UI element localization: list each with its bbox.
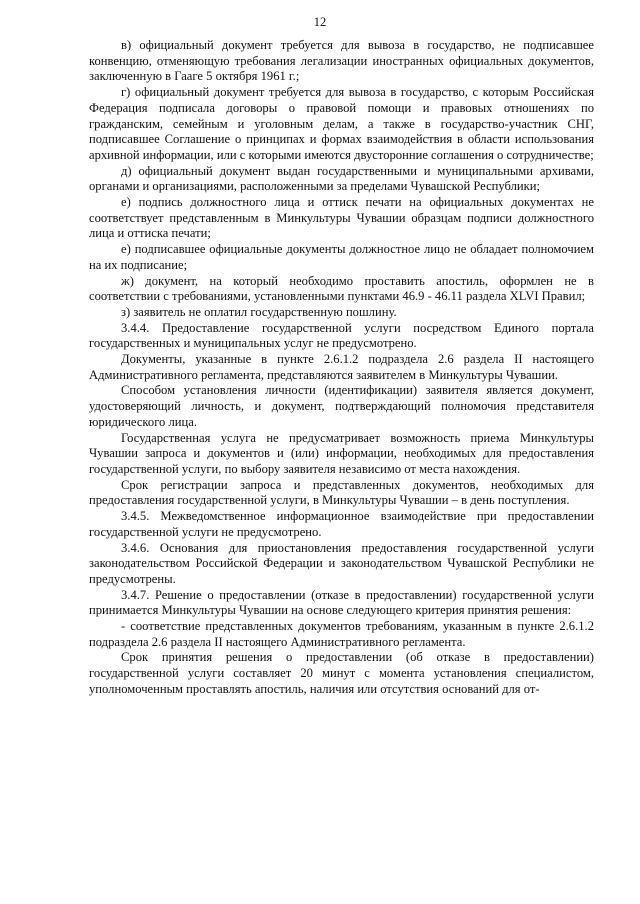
paragraph-3-4-4-portal: 3.4.4. Предоставление государственной услуги посредством Единого портала государственных и муниципальных услуг не предусмотрено. — [89, 320, 594, 351]
paragraph-decision-criterion: - соответствие представленных документов требованиям, указанным в пункте 2.6.1.2 подраздела 2.6 раздела II настоящего Административного регламента. — [89, 619, 594, 649]
paragraph-z-fee-unpaid: з) заявитель не оплатил государственную пошлину. — [121, 304, 397, 319]
paragraph-3-4-5-interagency: 3.4.5. Межведомственное информационное взаимодействие при предоставлении государственной услуги не предусмотрено. — [89, 509, 594, 539]
paragraph-decision-term: Срок принятия решения о предоставлении (об отказе в предоставлении) государственной услуги составляет 20 минут с момента установления специалистом, уполномоченным проставлять апостиль, наличия или отсутствия оснований для от- — [89, 650, 594, 696]
body-text — [89, 38, 594, 698]
paragraph-g-legal-assistance-treaties: г) официальный документ требуется для вывоза в государство, с которым Российская Федерация подписала договоры о правовой помощи и правовых отношениях по гражданским, семейным и уголовным делам, а также в государство-участник СНГ, подписавшее Соглашение о принципах и формах взаимодействия в области использования архивной информации, или с которыми имеются двусторонние соглашения о сотрудничестве; — [89, 85, 594, 162]
paragraph-identification: Способом установления личности (идентификации) заявителя является документ, удостоверяющий личность, и документ, подтверждающий полномочия представителя юридического лица. — [89, 383, 594, 429]
paragraph-registration-term: Срок регистрации запроса и представленных документов, необходимых для предоставления государственной услуги, в Минкультуры Чувашии – в день поступления. — [89, 477, 594, 508]
paragraph-extraterritorial-principle: Государственная услуга не предусматривает возможность приема Минкультуры Чувашии запроса и документов и (или) информации, необходимых для предоставления государственной услуги, по выбору заявителя независимо от места нахождения. — [89, 430, 594, 476]
paragraph-3-4-6-suspension: 3.4.6. Основания для приостановления предоставления государственной услуги законодательством Российской Федерации и законодательством Чувашской Республики не предусмотрены. — [89, 540, 594, 586]
page-number: 12 — [313, 15, 327, 29]
paragraph-v-hague-convention: в) официальный документ требуется для вывоза в государство, не подписавшее конвенцию, отменяющую требования легализации иностранных официальных документов, заключенную в Гааге 5 октября 1961 г.; — [89, 38, 594, 84]
paragraph-zh-noncompliant-document: ж) документ, на который необходимо проставить апостиль, оформлен не в соответствии с требованиями, установленными пунктами 46.9 - 46.11 раздела XLVI Правил; — [89, 273, 594, 304]
paragraph-e-signature-mismatch: е) подпись должностного лица и оттиск печати на официальных документах не соответствует представленным в Минкультуры Чувашии образцам подписи должностного лица и оттиска печати; — [89, 195, 594, 241]
paragraph-e-no-authority: е) подписавшее официальные документы должностное лицо не обладает полномочием на их подписание; — [89, 242, 594, 272]
paragraph-documents-submission: Документы, указанные в пункте 2.6.1.2 подраздела 2.6 раздела II настоящего Административного регламента, представляются заявителем в Минкультуры Чувашии. — [89, 352, 594, 382]
paragraph-d-issued-outside-republic: д) официальный документ выдан государственными и муниципальными архивами, органами и организациями, расположенными за пределами Чувашской Республики; — [89, 163, 594, 194]
paragraph-3-4-7-decision: 3.4.7. Решение о предоставлении (отказе в предоставлении) государственной услуги принимается Минкультуры Чувашии на основе следующего критерия принятия решения: — [89, 587, 594, 618]
